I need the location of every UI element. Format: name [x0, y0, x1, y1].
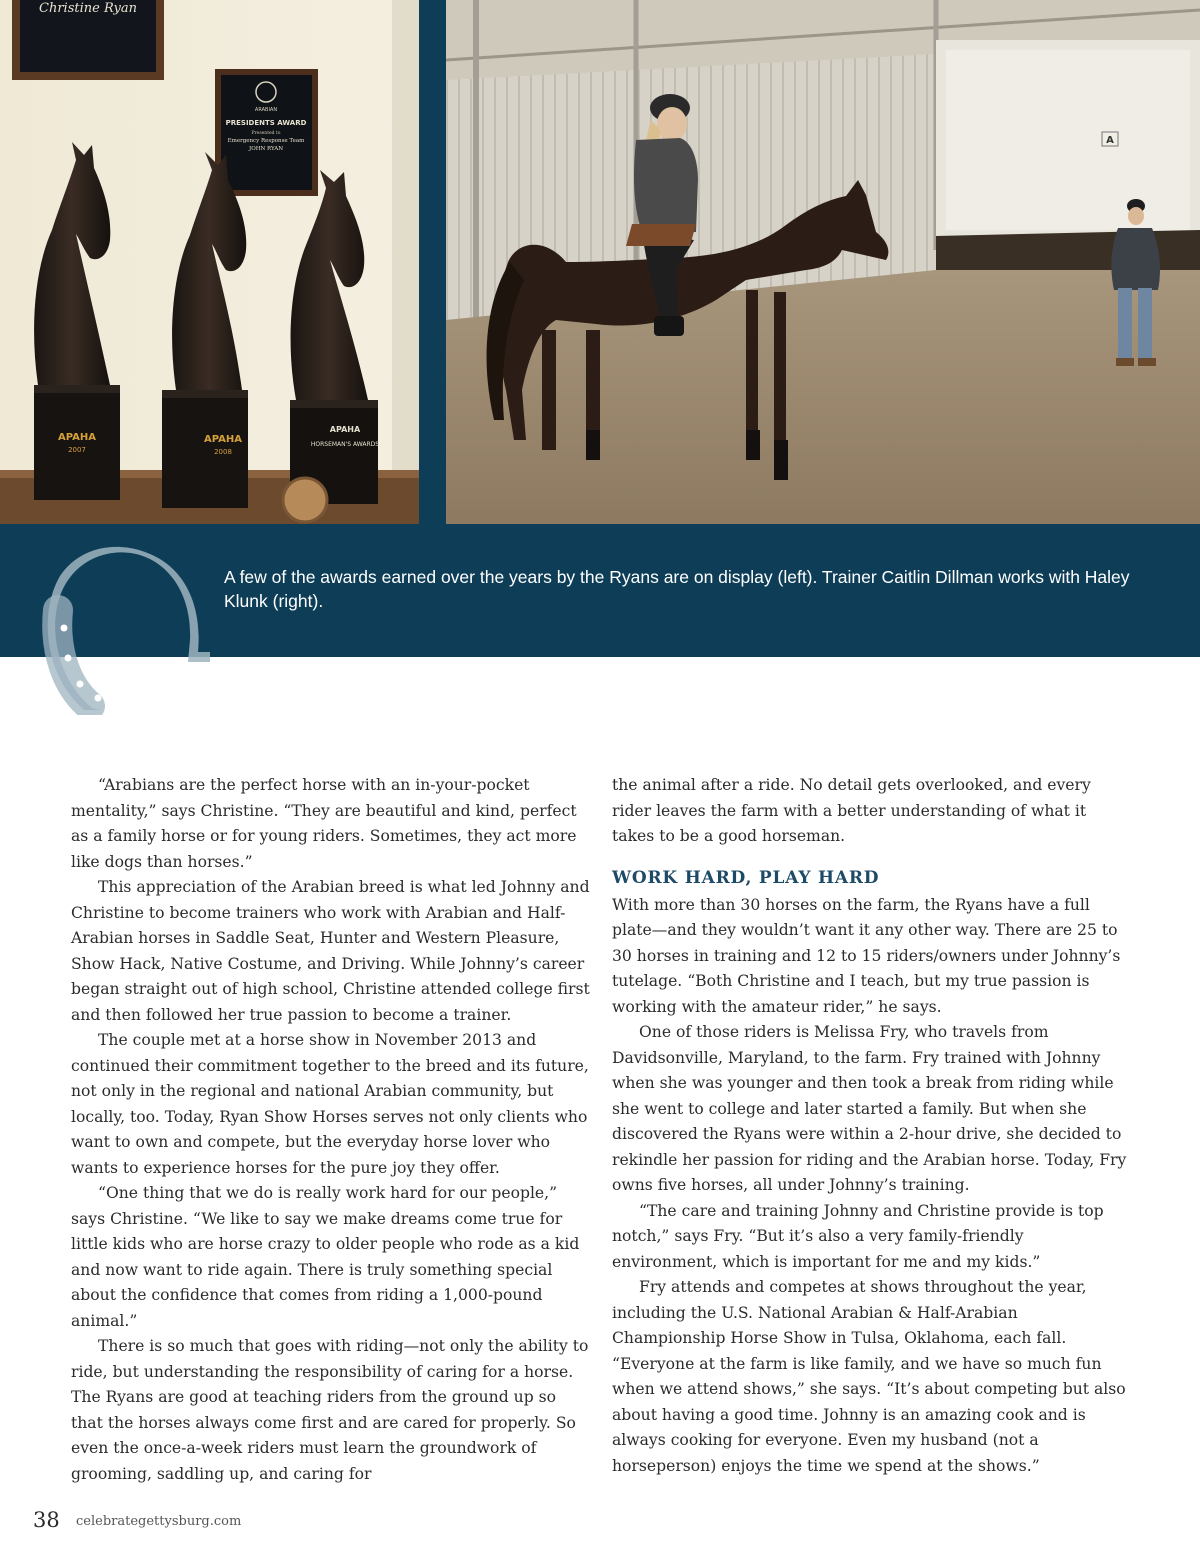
- trophy-3-org: APAHA: [329, 425, 361, 434]
- article-column-right: [612, 773, 1132, 1479]
- photo-divider: [419, 0, 446, 524]
- plaque-title: PRESIDENTS AWARD: [225, 119, 307, 127]
- trophy-1-year: 2007: [68, 446, 86, 454]
- trophy-1-org: APAHA: [58, 432, 96, 443]
- paragraph: “The care and training Johnny and Christine provide is top notch,” says Fry. “But it’s also a very family-friendly environment, which is important for me and my kids.”: [612, 1201, 1104, 1271]
- plaque-name: Christine Ryan: [39, 1, 137, 16]
- website-url: celebrategettysburg.com: [76, 1514, 242, 1529]
- plaque-logo-text: ARABIAN: [254, 107, 278, 113]
- plaque-line2: Emergency Response Team: [227, 138, 305, 144]
- arena-letter: A: [1106, 135, 1114, 146]
- plaque-line3: JOHN RYAN: [248, 146, 284, 152]
- article-column-left: [71, 773, 591, 1487]
- paragraph-continued: the animal after a ride. No detail gets overlooked, and every rider leaves the farm with a better understanding of what it takes to be a good horseman.: [612, 776, 1091, 845]
- page-number: 38: [33, 1508, 60, 1532]
- photo-caption: A few of the awards earned over the years by the Ryans are on display (left). Trainer Caitlin Dillman works with Haley Klunk (right).: [224, 567, 1130, 611]
- paragraph: This appreciation of the Arabian breed is what led Johnny and Christine to become trainers who work with Arabian and Half-Arabian horses in Saddle Seat, Hunter and Western Pleasure, Show Hack, Native Costume, and Driving. While Johnny’s career began straight out of high school, Christine attended college first and then followed her true passion to become a trainer.: [71, 878, 590, 1024]
- paragraph: Fry attends and competes at shows throughout the year, including the U.S. National Arabian & Half-Arabian Championship Horse Show in Tulsa, Oklahoma, each fall. “Everyone at the farm is like family, and we have so much fun when we attend shows,” she says. “It’s about competing but also about having a good time. Johnny is an amazing cook and is always cooking for everyone. Even my husband (not a horseperson) enjoys the time we spend at the shows.”: [612, 1278, 1126, 1475]
- arena-illustration: [446, 0, 1200, 524]
- arena-photo: [446, 0, 1200, 524]
- horseshoe-icon: [40, 540, 220, 715]
- paragraph: The couple met at a horse show in November 2013 and continued their commitment together to the breed and its future, not only in the regional and national Arabian community, but locally, too. Today, Ryan Show Horses serves not only clients who want to own and compete, but the everyday horse lover who wants to experience horses for the pure joy they offer.: [71, 1031, 589, 1177]
- paragraph: There is so much that goes with riding—not only the ability to ride, but understanding the responsibility of caring for a horse. The Ryans are good at teaching riders from the ground up so that the horses always come first and are cared for properly. So even the once-a-week riders must learn the groundwork of grooming, saddling up, and caring for: [71, 1337, 589, 1483]
- section-heading: WORK HARD, PLAY HARD: [612, 867, 880, 888]
- paragraph: “Arabians are the perfect horse with an in-your-pocket mentality,” says Christine. “They are beautiful and kind, perfect as a family horse or for young riders. Sometimes, they act more like dogs than horses.”: [71, 776, 577, 871]
- awards-illustration: [0, 0, 419, 524]
- trophy-2-org: APAHA: [204, 434, 242, 445]
- paragraph: One of those riders is Melissa Fry, who travels from Davidsonville, Maryland, to the farm. Fry trained with Johnny when she was younger and then took a break from riding while she went to college and later started a family. But when she discovered the Ryans were within a 2-hour drive, she decided to rekindle her passion for riding and the Arabian horse. Today, Fry owns five horses, all under Johnny’s training.: [612, 1023, 1127, 1194]
- awards-photo: [0, 0, 419, 524]
- plaque-line1: Presented to: [251, 131, 281, 136]
- trophy-3-title: HORSEMAN'S AWARDS: [310, 441, 380, 448]
- paragraph: With more than 30 horses on the farm, the Ryans have a full plate—and they wouldn’t want it any other way. There are 25 to 30 horses in training and 12 to 15 riders/owners under Johnny’s tutelage. “Both Christine and I teach, but my true passion is working with the amateur rider,” he says.: [612, 895, 1121, 1016]
- paragraph: “One thing that we do is really work hard for our people,” says Christine. “We like to say we make dreams come true for little kids who are horse crazy to older people who rode as a kid and now want to ride again. There is truly something special about the confidence that comes from riding a 1,000-pound animal.”: [71, 1184, 580, 1330]
- trophy-2-year: 2008: [214, 448, 232, 456]
